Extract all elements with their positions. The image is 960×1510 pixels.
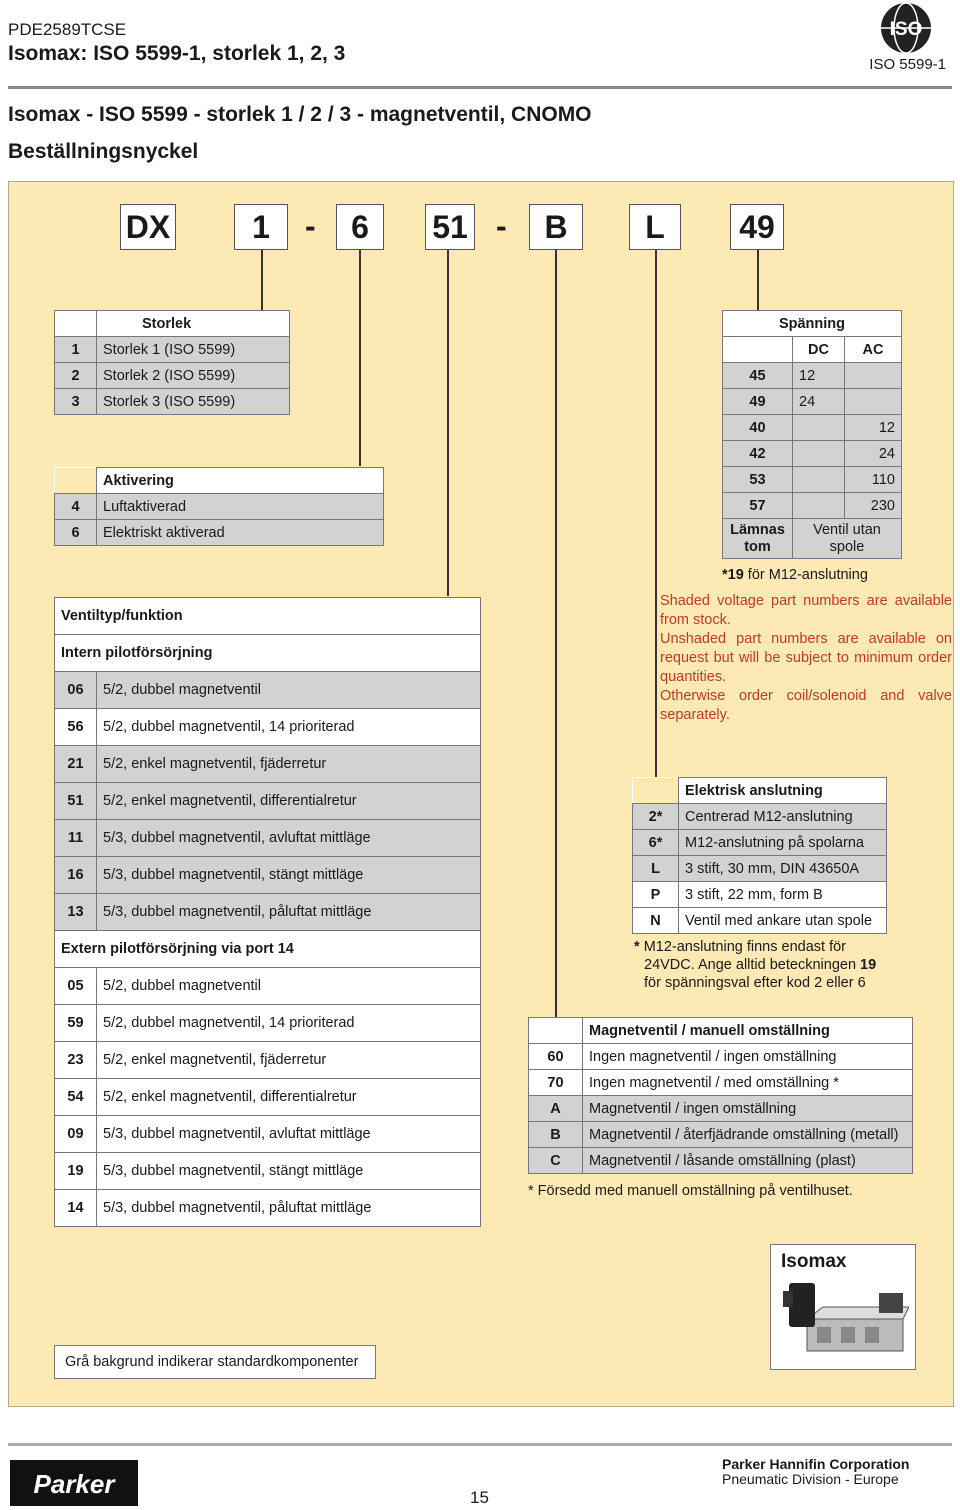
connector-line [447, 250, 449, 596]
table-row: 6 Elektriskt aktiverad [55, 520, 384, 546]
document-title: Isomax: ISO 5599-1, storlek 1, 2, 3 [8, 42, 346, 65]
voltage-footnote: *19 för M12-anslutning [722, 567, 868, 583]
code-box-series: DX [120, 204, 176, 250]
valve-function-table [54, 597, 481, 1227]
code-box-connection: L [629, 204, 681, 250]
table-row: P 3 stift, 22 mm, form B [633, 882, 887, 908]
table-row: 1 Storlek 1 (ISO 5599) [55, 337, 290, 363]
table-row: 13 5/3, dubbel magnetventil, påluftat mittläge [55, 894, 481, 931]
connector-line [555, 250, 557, 1020]
footer-divider [8, 1443, 952, 1446]
table-row: 57 230 [723, 493, 902, 519]
electrical-connection-header: Elektrisk anslutning [679, 778, 887, 804]
iso-logo-icon [880, 2, 932, 54]
table-row: 56 5/2, dubbel magnetventil, 14 prioriterad [55, 709, 481, 746]
connector-line [757, 250, 759, 310]
valve-function-header: Ventiltyp/funktion [55, 598, 481, 635]
iso-reference: ISO 5599-1 [869, 56, 946, 73]
product-label: Isomax [781, 1251, 847, 1272]
connector-line [359, 250, 361, 466]
code-box-voltage: 49 [730, 204, 784, 250]
table-row: 23 5/2, enkel magnetventil, fjäderretur [55, 1042, 481, 1079]
table-row: 51 5/2, enkel magnetventil, differentialretur [55, 783, 481, 820]
code-box-actuation: 6 [336, 204, 384, 250]
actuation-table [54, 467, 384, 546]
header-divider [8, 86, 952, 89]
table-row: 42 24 [723, 441, 902, 467]
electrical-connection-table [632, 777, 887, 934]
table-row: 59 5/2, dubbel magnetventil, 14 prioriterad [55, 1005, 481, 1042]
table-row: A Magnetventil / ingen omställning [529, 1096, 913, 1122]
table-row: 53 110 [723, 467, 902, 493]
table-row: 05 5/2, dubbel magnetventil [55, 968, 481, 1005]
table-row: 6* M12-anslutning på spolarna [633, 830, 887, 856]
manual-override-table [528, 1017, 913, 1174]
standard-component-legend: Grå bakgrund indikerar standardkomponenter [54, 1345, 376, 1379]
section-title: Isomax - ISO 5599 - storlek 1 / 2 / 3 - magnetventil, CNOMO [8, 103, 592, 126]
stock-availability-note: Shaded voltage part numbers are available from stock. Unshaded part numbers are available on request but will be subject to minimum order quantities. Otherwise order coil/solenoid and valve separately. [660, 593, 952, 723]
table-row: L 3 stift, 30 mm, DIN 43650A [633, 856, 887, 882]
page-number: 15 [470, 1488, 489, 1507]
code-box-manual: B [529, 204, 583, 250]
table-row: B Magnetventil / återfjädrande omställning (metall) [529, 1122, 913, 1148]
voltage-table-header: Spänning [723, 311, 902, 337]
table-row: 45 12 [723, 363, 902, 389]
table-row: 3 Storlek 3 (ISO 5599) [55, 389, 290, 415]
code-dash: - [305, 208, 316, 244]
table-row: 70 Ingen magnetventil / med omställning * [529, 1070, 913, 1096]
electrical-footnote: * M12-anslutning finns endast för 24VDC. Ange alltid beteckningen 19 för spänningsval efter kod 2 eller 6 [634, 939, 877, 991]
document-code: PDE2589TCSE [8, 20, 127, 39]
table-row: N Ventil med ankare utan spole [633, 908, 887, 934]
company-division: Pneumatic Division - Europe [722, 1471, 899, 1487]
parker-logo-icon [10, 1460, 138, 1506]
table-row: 2* Centrerad M12-anslutning [633, 804, 887, 830]
table-row: 60 Ingen magnetventil / ingen omställning [529, 1044, 913, 1070]
table-row: 54 5/2, enkel magnetventil, differentialretur [55, 1079, 481, 1116]
product-image [770, 1244, 916, 1370]
valve-illustration-icon [781, 1277, 909, 1367]
manual-override-header: Magnetventil / manuell omställning [583, 1018, 913, 1044]
connector-line [261, 250, 263, 310]
table-row: 06 5/2, dubbel magnetventil [55, 672, 481, 709]
table-row: 14 5/3, dubbel magnetventil, påluftat mittläge [55, 1190, 481, 1227]
table-row: 40 12 [723, 415, 902, 441]
table-row: 16 5/3, dubbel magnetventil, stängt mittläge [55, 857, 481, 894]
table-row: Lämnas tom Ventil utan spole [723, 519, 902, 559]
company-name: Parker Hannifin Corporation [722, 1456, 910, 1472]
svg-text:ISO: ISO [889, 19, 923, 40]
table-row: 49 24 [723, 389, 902, 415]
table-row: 19 5/3, dubbel magnetventil, stängt mittläge [55, 1153, 481, 1190]
table-row: 21 5/2, enkel magnetventil, fjäderretur [55, 746, 481, 783]
size-table [54, 310, 290, 415]
table-row: 2 Storlek 2 (ISO 5599) [55, 363, 290, 389]
section-subtitle: Beställningsnyckel [8, 140, 199, 163]
code-box-size: 1 [234, 204, 288, 250]
table-row: C Magnetventil / låsande omställning (plast) [529, 1148, 913, 1174]
table-row: 4 Luftaktiverad [55, 494, 384, 520]
table-row: 09 5/3, dubbel magnetventil, avluftat mittläge [55, 1116, 481, 1153]
table-row: 11 5/3, dubbel magnetventil, avluftat mittläge [55, 820, 481, 857]
connector-line [655, 250, 657, 778]
manual-override-footnote: * Försedd med manuell omställning på ventilhuset. [528, 1183, 853, 1199]
voltage-table: Spänning DC AC 45 12 49 24 40 12 42 24 53 110 57 230 Lämnas tom Ventil utan spole [722, 310, 902, 559]
size-table-header: Storlek [97, 311, 290, 337]
internal-pilot-header: Intern pilotförsörjning [55, 635, 481, 672]
code-box-valve-type: 51 [425, 204, 475, 250]
svg-text:Parker: Parker [33, 1469, 115, 1499]
code-dash: - [496, 208, 507, 244]
external-pilot-header: Extern pilotförsörjning via port 14 [55, 931, 481, 968]
actuation-table-header: Aktivering [97, 468, 384, 494]
